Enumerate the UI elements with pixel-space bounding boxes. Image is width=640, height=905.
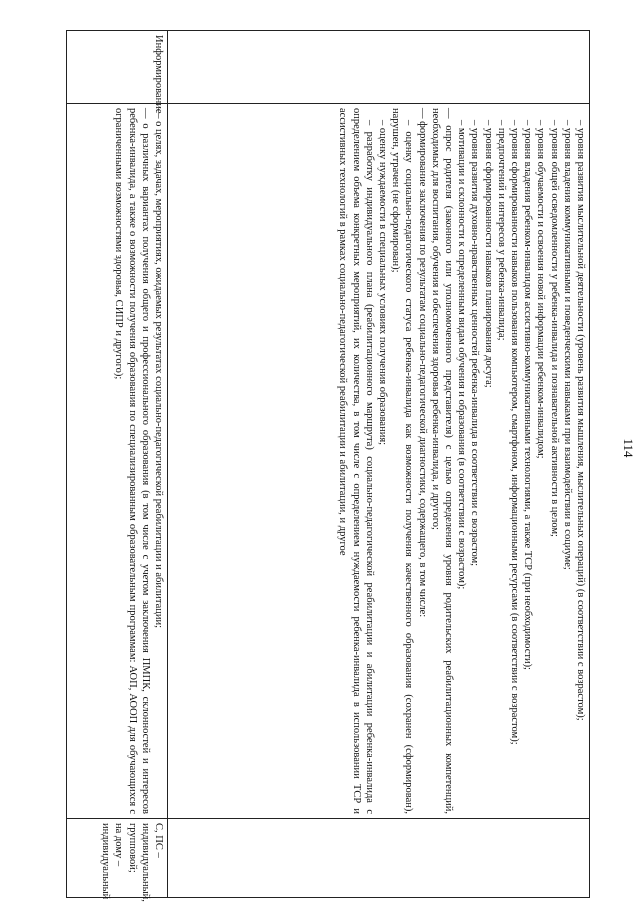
content-cell xyxy=(67,104,168,819)
list-item: – уровня сформированности навыков пользования компьютером, смартфоном, информационными ресурсами (в соответствии с возрастом); xyxy=(508,120,520,745)
list-item: – уровня развития мыслительной деятельности (уровень развития мышления, мыслительных операций) (в соответствии с возрастом); xyxy=(575,120,586,721)
table-row-diagnostics xyxy=(168,31,590,898)
list-item: – оценку социально-педагогического статуса ребенка-инвалида как возможности получения качественного образования (сохранен (сформирован), нарушен, утрачен (не сформирован); xyxy=(390,108,415,814)
content-cell xyxy=(168,104,590,819)
form-line: С, ПС – xyxy=(153,823,164,858)
form-line: на дому – xyxy=(113,823,125,867)
list-item: – уровня сформированности навыков планирования досуга; xyxy=(482,120,494,388)
list-item: – мотивации и склонности к определенным видам обучения и образования (в соответствии с возрастом); xyxy=(456,120,468,590)
list-item: – уровня обучаемости и освоения новой информации ребенком-инвалидом; xyxy=(535,120,547,459)
rehabilitation-table xyxy=(66,30,590,902)
form-line: групповой; xyxy=(126,823,138,873)
list-item: – оценку нуждаемости в специальных условиях получения образования; xyxy=(376,120,388,446)
list-item: – уровня общей осведомленности у ребенка-инвалида и познавательной активности в целом; xyxy=(548,120,560,537)
list-item: — о целях, задачах, мероприятиях, ожидаемых результатах социально-педагогической реабилитации и абилитации; xyxy=(153,108,164,629)
form-line: индивидуальный xyxy=(100,823,112,900)
list-item: — опрос родителя (законного или уполномоченного представителя) с целью определения уровня родительских реабилитационных компетенций, необходимых для воспитания, обучения и обеспечения здоровья ребенка-инвалида, и другого; xyxy=(429,108,454,814)
stage-label: Информирование xyxy=(153,35,164,114)
stage-cell xyxy=(168,31,590,104)
list-item: – предпочтений и интересов у ребенка-инвалида; xyxy=(495,120,507,341)
page-number: 114 xyxy=(621,438,636,458)
list-item: – уровня владения коммуникативными и поведенческими навыками при взаимодействии в социуме; xyxy=(561,120,573,570)
list-item: – уровня владения ребенком-инвалидом ассистивно-коммуникативными технологиями, а также ТСР (при необходимости); xyxy=(522,120,534,670)
form-line: индивидуальный, xyxy=(139,823,151,902)
table-row-informing xyxy=(67,31,168,898)
rotated-table-wrapper xyxy=(67,30,590,902)
list-item: — формирование заключения по результатам социально-педагогической диагностики, содержащего, в том числе: xyxy=(416,108,428,618)
form-cell xyxy=(67,819,168,902)
list-item: – разработку индивидуального плана (реабилитационного маршрута) социально-педагогической реабилитации и абилитации ребенка-инвалида с определением объема конкретных мероприятий, их количества, в том числе с определением нуждаемости ребенка-инвалида в использовании ТСР и ассистивных технологий в рамках социально-педагогической реабилитации и абилитации, и другое xyxy=(337,108,375,814)
list-item: – уровня развития духовно-нравственных ценностей ребенка-инвалида в соответствии с возрастом; xyxy=(469,120,481,567)
list-item: — о различных вариантах получения общего и профессионального образования (в том числе с учетом заключения ПМПК, склонностей и интересов ребенка-инвалида, а также о возможности получения образования по специализированным образовательным программам: АОП, АООП для обучающихся с ограниченными возможностями здоровья, СИПР и другого); xyxy=(113,108,151,814)
stage-cell xyxy=(67,31,168,114)
form-cell xyxy=(168,819,590,898)
